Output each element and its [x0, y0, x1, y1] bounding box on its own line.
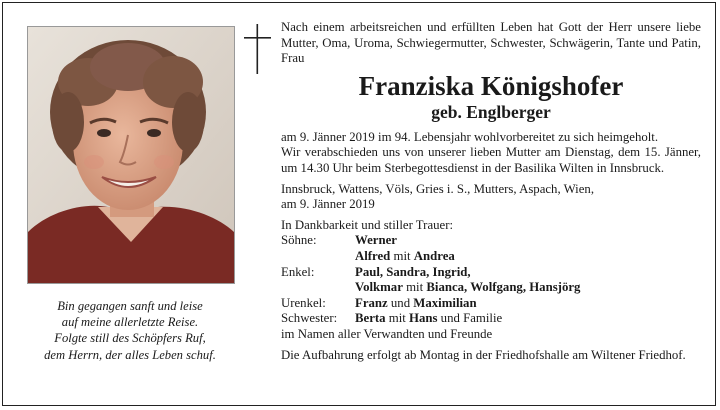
connector-text: mit: [402, 280, 427, 295]
relatives-sister: [281, 311, 701, 327]
portrait-photo: [27, 26, 235, 284]
relation-label: Urenkel:: [281, 295, 326, 310]
relation-label: Söhne:: [281, 233, 317, 248]
intro-text: Nach einem arbeitsreichen und erfüllten Leben hat Gott der Herr unsere liebe Mutter, Oma, Uroma, Schwiegermutter, Schwester, Schwägerin, Tante und Patin, Frau: [281, 20, 701, 66]
relatives-grandchildren: [281, 265, 701, 296]
relative-name: Paul, Sandra, Ingrid,: [355, 264, 471, 279]
relative-name: Volkmar: [355, 280, 403, 295]
connector-text: und Familie: [437, 311, 503, 326]
relative-name: Andrea: [413, 248, 455, 263]
relative-name: Werner: [355, 233, 397, 248]
viewing-text: Die Aufbahrung erfolgt ab Montag in der Friedhofshalle am Wiltener Friedhof.: [281, 347, 686, 362]
notice-text: [281, 20, 701, 363]
deceased-name: Franziska Königshofer: [358, 70, 624, 101]
mourning-intro: In Dankbarkeit und stiller Trauer:: [281, 217, 454, 232]
death-text: am 9. Jänner 2019 im 94. Lebensjahr wohlvorbereitet zu sich heimgeholt.: [281, 129, 659, 144]
funeral-text: Wir verabschieden uns von unserer lieben Mutter am Dienstag, dem 15. Jänner, um 14.30 Uhr beim Sterbegottesdienst in der Basilika Wilten in Innsbruck.: [281, 145, 701, 175]
poem-line: Bin gegangen sanft und leise: [57, 299, 203, 313]
poem-line: auf meine allerletzte Reise.: [61, 315, 199, 330]
relatives-sons: [281, 233, 701, 264]
relatives-great-grandchildren: [281, 296, 701, 312]
poem-line: Folgte still des Schöpfers Ruf,: [54, 331, 206, 346]
connector-text: mit: [390, 248, 414, 263]
poem-line: dem Herrn, der alles Leben schuf.: [44, 347, 216, 362]
relative-name: Berta: [355, 311, 386, 326]
places-date: am 9. Jänner 2019: [281, 197, 375, 212]
others-text: im Namen aller Verwandten und Freunde: [281, 326, 493, 341]
relation-label: Enkel:: [281, 264, 315, 279]
relative-name: Bianca, Wolfgang, Hansjörg: [426, 280, 581, 295]
relative-name: Franz: [355, 295, 388, 310]
relative-name: Hans: [409, 311, 438, 326]
memorial-poem: [22, 298, 238, 363]
relative-name: Maximilian: [413, 295, 477, 310]
relative-name: Alfred: [355, 248, 391, 263]
connector-text: und: [387, 295, 414, 310]
cross-icon: [243, 24, 273, 74]
connector-text: mit: [385, 311, 410, 326]
places-line: Innsbruck, Wattens, Völs, Gries i. S., Mutters, Aspach, Wien,: [281, 181, 595, 196]
birth-name: geb. Englberger: [431, 101, 551, 122]
relation-label: Schwester:: [281, 311, 338, 326]
